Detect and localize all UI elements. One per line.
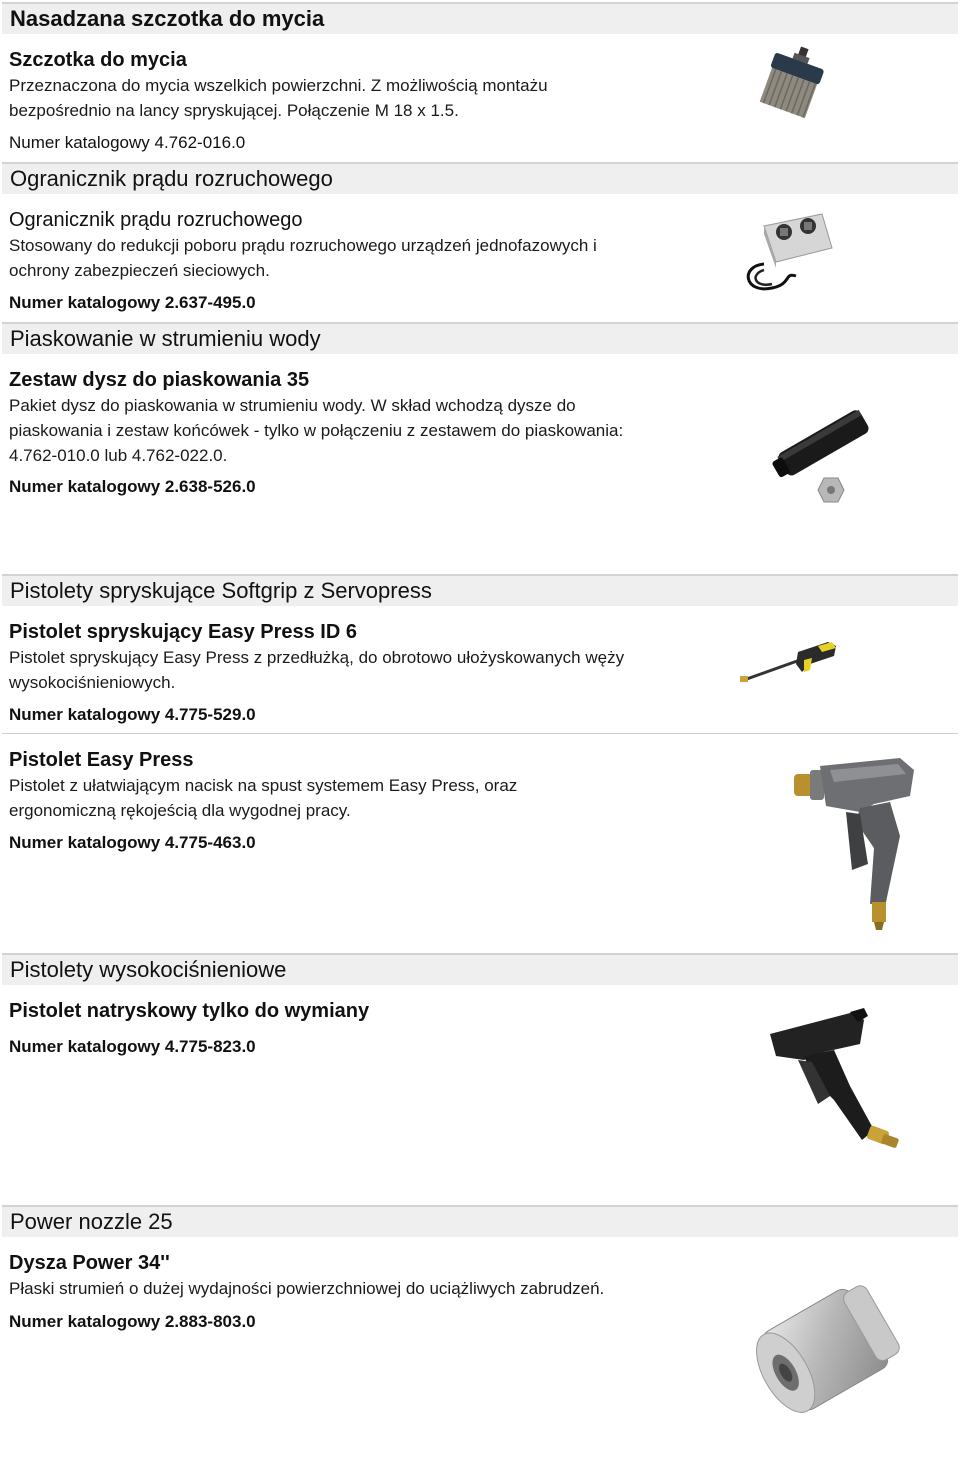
product-description-line: ergonomiczną rękojeścią dla wygodnej pracy. <box>9 801 351 820</box>
product-divider <box>2 733 958 734</box>
product-description-line: wysokociśnieniowych. <box>9 673 176 692</box>
spray-gun-black-icon <box>764 1000 914 1170</box>
product-description-line: 4.762-010.0 lub 4.762-022.0. <box>9 446 228 465</box>
section-heading: Nasadzana szczotka do mycia <box>2 2 958 34</box>
catalog-number: Numer katalogowy 4.775-529.0 <box>9 705 256 724</box>
product-title: Dysza Power 34'' <box>9 1252 170 1274</box>
product-description-line: Pistolet z ułatwiającym nacisk na spust systemem Easy Press, oraz <box>9 776 518 795</box>
product-description-line: Pistolet spryskujący Easy Press z przedłużką, do obrotowo ułożyskowanych węży <box>9 648 625 667</box>
catalog-number: Numer katalogowy 4.762-016.0 <box>9 133 246 152</box>
sandblast-nozzle-icon <box>768 392 878 512</box>
product-description-line: bezpośrednio na lancy spryskującej. Połączenie M 18 x 1.5. <box>9 101 459 120</box>
product-description-line: Pakiet dysz do piaskowania w strumieniu wody. W skład wchodzą dysze do <box>9 396 576 415</box>
product-description-line: Stosowany do redukcji poboru prądu rozruchowego urządzeń jednofazowych i <box>9 236 597 255</box>
section-heading: Ogranicznik prądu rozruchowego <box>2 162 958 194</box>
section-heading: Piaskowanie w strumieniu wody <box>2 322 958 354</box>
product-description-line: ochrony zabezpieczeń sieciowych. <box>9 261 270 280</box>
catalog-number: Numer katalogowy 2.638-526.0 <box>9 477 256 496</box>
product-description-line: piaskowania i zestaw końcówek - tylko w połączeniu z zestawem do piaskowania: <box>9 421 624 440</box>
section-heading: Pistolety spryskujące Softgrip z Servopress <box>2 574 958 606</box>
catalog-number: Numer katalogowy 2.637-495.0 <box>9 293 256 312</box>
catalog-number: Numer katalogowy 4.775-463.0 <box>9 833 256 852</box>
product-title: Zestaw dysz do piaskowania 35 <box>9 369 310 391</box>
product-title: Pistolet Easy Press <box>9 749 194 771</box>
spray-gun-grey-icon <box>790 752 930 932</box>
catalog-number: Numer katalogowy 2.883-803.0 <box>9 1312 256 1331</box>
product-title: Pistolet natryskowy tylko do wymiany <box>9 1000 370 1022</box>
product-description-line: Płaski strumień o dużej wydajności powierzchniowej do uciążliwych zabrudzeń. <box>9 1279 605 1298</box>
section-heading: Power nozzle 25 <box>2 1205 958 1237</box>
power-nozzle-icon <box>748 1264 908 1444</box>
catalog-number: Numer katalogowy 4.775-823.0 <box>9 1037 256 1056</box>
product-title: Szczotka do mycia <box>9 49 187 71</box>
product-title: Ogranicznik prądu rozruchowego <box>9 209 303 231</box>
section-heading: Pistolety wysokociśnieniowe <box>2 953 958 985</box>
current-limiter-icon <box>742 206 842 296</box>
brush-icon <box>752 44 832 134</box>
spray-lance-icon <box>740 636 840 686</box>
product-description-line: Przeznaczona do mycia wszelkich powierzchni. Z możliwością montażu <box>9 76 548 95</box>
product-title: Pistolet spryskujący Easy Press ID 6 <box>9 621 357 643</box>
